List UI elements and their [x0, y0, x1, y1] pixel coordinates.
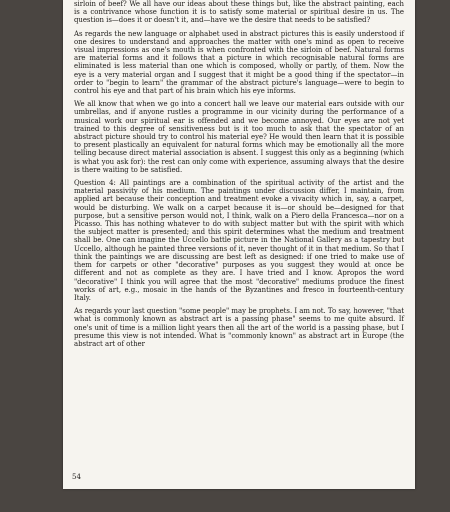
- page-number: 54: [72, 473, 81, 481]
- paragraph: As regards your last question "some people" may be prophets. I am not. To say, however, "that what is commonly known as abstract art is a passing phase" seems to me quite absurd. If one's unit of time is a million light years then all the art of the world is a passing phase, but I presume this view is not intended. What is "commonly known" as abstract art in Europe (the abstract art of other: [74, 307, 404, 348]
- paragraph: sirloin of beef? We all have our ideas about these things but, like the abstract painting, each is a contrivance whose function it is to satisfy some material or spiritual desire in us. The question is—does it or doesn't it, and—have we the desire that needs to be satisfied?: [74, 0, 404, 25]
- body-text: [74, 0, 404, 354]
- paragraph: As regards the new language or alphabet used in abstract pictures this is easily understood if one desires to understand and approaches the matter with one's mind as open to receive visual impressions as one's mouth is when confronted with the sirloin of beef. Natural forms are material forms and it follows that a picture in which recognisable natural forms are eliminated is less material than one which is composed, wholly or partly, of them. Now the eye is a very material organ and I suggest that it might be a good thing if the spectator—in order to "begin to learn" the grammar of the abstract picture's language—were to begin to control his eye and that part of his brain which his eye informs.: [74, 29, 404, 96]
- paragraph: Question 4: All paintings are a combination of the spiritual activity of the artist and the material passivity of his medium. The paintings under discussion differ, I maintain, from applied art because their conception and treatment evoke a vivacity which in, say, a carpet, would be disturbing. We walk on a carpet because it is—or should be—designed for that purpose, but a sensitive person would not, I think, walk on a Piero della Francesca—nor on a Picasso. This has nothing whatever to do with subject matter but with the spirit with which the subject matter is presented; and this spirit determines what the medium and treatment shall be. One can imagine the Uccello battle picture in the National Gallery as a tapestry but Uccello, although he painted three versions of it, never thought of it in that medium. So that I think the paintings we are discussing are best left as designed: if one tried to make use of them for carpets or other "decorative" purposes as you suggest they would at once be different and not as complete as they are. I have tried and I know. Apropos the word "decorative" I think you will agree that the most "decorative" mediums produce the finest works of art, e.g., mosaic in the hands of the Byzantines and fresco in fourteenth-century Italy.: [74, 179, 404, 302]
- paragraph: We all know that when we go into a concert hall we leave our material ears outside with our umbrellas, and if anyone rustles a programme in our vicinity during the performance of a musical work our spiritual ear is offended and we become annoyed. Our eyes are not yet trained to this degree of sensitiveness but is it too much to ask that the spectator of an abstract picture should try to control his material eye? He would then learn that it is possible to present plastically an equivalent for natural forms which may be emotionally all the more telling because direct material association is absent. I suggest this only as a beginning (which is what you ask for): the rest can only come with experience, assuming always that the desire is there waiting to be satisfied.: [74, 100, 404, 174]
